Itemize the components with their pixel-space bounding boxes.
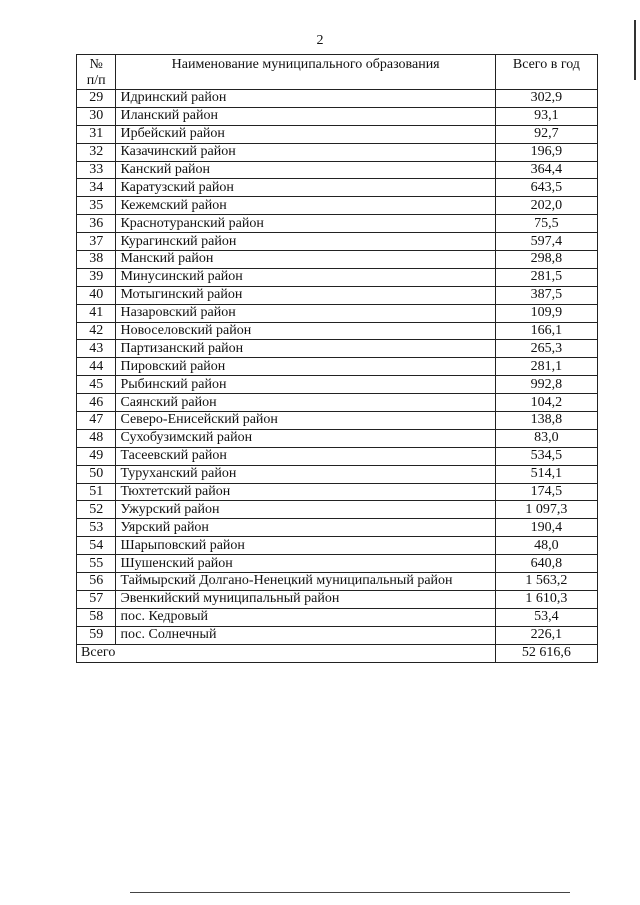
row-value: 298,8 bbox=[495, 251, 597, 269]
total-value: 52 616,6 bbox=[495, 644, 597, 662]
municipal-table bbox=[76, 54, 598, 663]
row-value: 281,5 bbox=[495, 268, 597, 286]
table-row bbox=[77, 483, 598, 501]
row-name: Ирбейский район bbox=[116, 125, 495, 143]
row-value: 83,0 bbox=[495, 429, 597, 447]
row-value: 53,4 bbox=[495, 608, 597, 626]
table-row bbox=[77, 501, 598, 519]
total-label: Всего bbox=[77, 644, 496, 662]
table-body bbox=[77, 90, 598, 645]
row-name: Минусинский район bbox=[116, 268, 495, 286]
row-value: 1 097,3 bbox=[495, 501, 597, 519]
table-row bbox=[77, 626, 598, 644]
row-name: Иланский район bbox=[116, 107, 495, 125]
row-name: Ужурский район bbox=[116, 501, 495, 519]
total-row bbox=[77, 644, 598, 662]
row-name: Манский район bbox=[116, 251, 495, 269]
row-name: Сухобузимский район bbox=[116, 429, 495, 447]
row-value: 1 563,2 bbox=[495, 573, 597, 591]
row-name: Курагинский район bbox=[116, 233, 495, 251]
row-num: 38 bbox=[77, 251, 116, 269]
table-row bbox=[77, 376, 598, 394]
row-num: 49 bbox=[77, 447, 116, 465]
row-num: 48 bbox=[77, 429, 116, 447]
table-row bbox=[77, 322, 598, 340]
table-row bbox=[77, 465, 598, 483]
table-row bbox=[77, 519, 598, 537]
row-num: 54 bbox=[77, 537, 116, 555]
row-num: 31 bbox=[77, 125, 116, 143]
table-header-row bbox=[77, 55, 598, 90]
row-num: 35 bbox=[77, 197, 116, 215]
row-name: Каратузский район bbox=[116, 179, 495, 197]
row-name: Тюхтетский район bbox=[116, 483, 495, 501]
row-value: 226,1 bbox=[495, 626, 597, 644]
row-num: 32 bbox=[77, 143, 116, 161]
table-row bbox=[77, 268, 598, 286]
table-row bbox=[77, 143, 598, 161]
row-value: 597,4 bbox=[495, 233, 597, 251]
bottom-rule bbox=[130, 892, 570, 893]
table-row bbox=[77, 608, 598, 626]
row-value: 1 610,3 bbox=[495, 590, 597, 608]
row-value: 93,1 bbox=[495, 107, 597, 125]
row-value: 75,5 bbox=[495, 215, 597, 233]
row-name: Саянский район bbox=[116, 394, 495, 412]
row-name: Кежемский район bbox=[116, 197, 495, 215]
row-name: Канский район bbox=[116, 161, 495, 179]
row-name: Северо-Енисейский район bbox=[116, 412, 495, 430]
row-value: 534,5 bbox=[495, 447, 597, 465]
row-value: 48,0 bbox=[495, 537, 597, 555]
row-num: 40 bbox=[77, 286, 116, 304]
row-num: 29 bbox=[77, 90, 116, 108]
row-value: 643,5 bbox=[495, 179, 597, 197]
row-num: 33 bbox=[77, 161, 116, 179]
row-num: 39 bbox=[77, 268, 116, 286]
row-name: Новоселовский район bbox=[116, 322, 495, 340]
table-row bbox=[77, 304, 598, 322]
row-num: 57 bbox=[77, 590, 116, 608]
table-row bbox=[77, 251, 598, 269]
table-row bbox=[77, 358, 598, 376]
row-value: 281,1 bbox=[495, 358, 597, 376]
table-row bbox=[77, 161, 598, 179]
header-total: Всего в год bbox=[495, 55, 597, 90]
row-num: 53 bbox=[77, 519, 116, 537]
row-name: Уярский район bbox=[116, 519, 495, 537]
header-name: Наименование муниципального образования bbox=[116, 55, 495, 90]
row-num: 50 bbox=[77, 465, 116, 483]
row-name: пос. Кедровый bbox=[116, 608, 495, 626]
row-name: Шушенский район bbox=[116, 555, 495, 573]
row-name: Идринский район bbox=[116, 90, 495, 108]
header-num bbox=[77, 55, 116, 90]
row-name: Рыбинский район bbox=[116, 376, 495, 394]
row-num: 30 bbox=[77, 107, 116, 125]
margin-mark bbox=[634, 20, 636, 80]
row-value: 387,5 bbox=[495, 286, 597, 304]
row-value: 174,5 bbox=[495, 483, 597, 501]
table-row bbox=[77, 125, 598, 143]
table-row bbox=[77, 412, 598, 430]
row-name: Пировский район bbox=[116, 358, 495, 376]
table-row bbox=[77, 394, 598, 412]
page-number: 2 bbox=[316, 33, 324, 48]
row-value: 265,3 bbox=[495, 340, 597, 358]
row-value: 302,9 bbox=[495, 90, 597, 108]
table-row bbox=[77, 537, 598, 555]
row-value: 92,7 bbox=[495, 125, 597, 143]
row-value: 364,4 bbox=[495, 161, 597, 179]
row-value: 104,2 bbox=[495, 394, 597, 412]
table-row bbox=[77, 340, 598, 358]
row-value: 109,9 bbox=[495, 304, 597, 322]
row-value: 992,8 bbox=[495, 376, 597, 394]
table-row bbox=[77, 197, 598, 215]
row-num: 42 bbox=[77, 322, 116, 340]
row-value: 640,8 bbox=[495, 555, 597, 573]
table-row bbox=[77, 233, 598, 251]
row-num: 55 bbox=[77, 555, 116, 573]
row-num: 44 bbox=[77, 358, 116, 376]
row-num: 43 bbox=[77, 340, 116, 358]
row-value: 514,1 bbox=[495, 465, 597, 483]
row-num: 36 bbox=[77, 215, 116, 233]
row-name: Туруханский район bbox=[116, 465, 495, 483]
row-num: 41 bbox=[77, 304, 116, 322]
row-value: 190,4 bbox=[495, 519, 597, 537]
table-row bbox=[77, 90, 598, 108]
row-name: Шарыповский район bbox=[116, 537, 495, 555]
row-value: 196,9 bbox=[495, 143, 597, 161]
table-row bbox=[77, 447, 598, 465]
row-num: 56 bbox=[77, 573, 116, 591]
row-num: 52 bbox=[77, 501, 116, 519]
row-name: пос. Солнечный bbox=[116, 626, 495, 644]
row-name: Мотыгинский район bbox=[116, 286, 495, 304]
table-row bbox=[77, 107, 598, 125]
row-num: 58 bbox=[77, 608, 116, 626]
table-row bbox=[77, 555, 598, 573]
row-value: 202,0 bbox=[495, 197, 597, 215]
row-num: 47 bbox=[77, 412, 116, 430]
row-num: 34 bbox=[77, 179, 116, 197]
table-row bbox=[77, 286, 598, 304]
table-row bbox=[77, 573, 598, 591]
row-name: Тасеевский район bbox=[116, 447, 495, 465]
header-num-text: № п/п bbox=[86, 57, 106, 88]
row-name: Партизанский район bbox=[116, 340, 495, 358]
row-num: 59 bbox=[77, 626, 116, 644]
table-row bbox=[77, 179, 598, 197]
table-row bbox=[77, 429, 598, 447]
row-num: 51 bbox=[77, 483, 116, 501]
row-num: 45 bbox=[77, 376, 116, 394]
row-value: 166,1 bbox=[495, 322, 597, 340]
row-name: Казачинский район bbox=[116, 143, 495, 161]
row-num: 46 bbox=[77, 394, 116, 412]
row-name: Краснотуранский район bbox=[116, 215, 495, 233]
row-name: Эвенкийский муниципальный район bbox=[116, 590, 495, 608]
table-row bbox=[77, 590, 598, 608]
row-num: 37 bbox=[77, 233, 116, 251]
row-name: Назаровский район bbox=[116, 304, 495, 322]
row-name: Таймырский Долгано-Ненецкий муниципальный район bbox=[116, 573, 495, 591]
row-value: 138,8 bbox=[495, 412, 597, 430]
table-row bbox=[77, 215, 598, 233]
